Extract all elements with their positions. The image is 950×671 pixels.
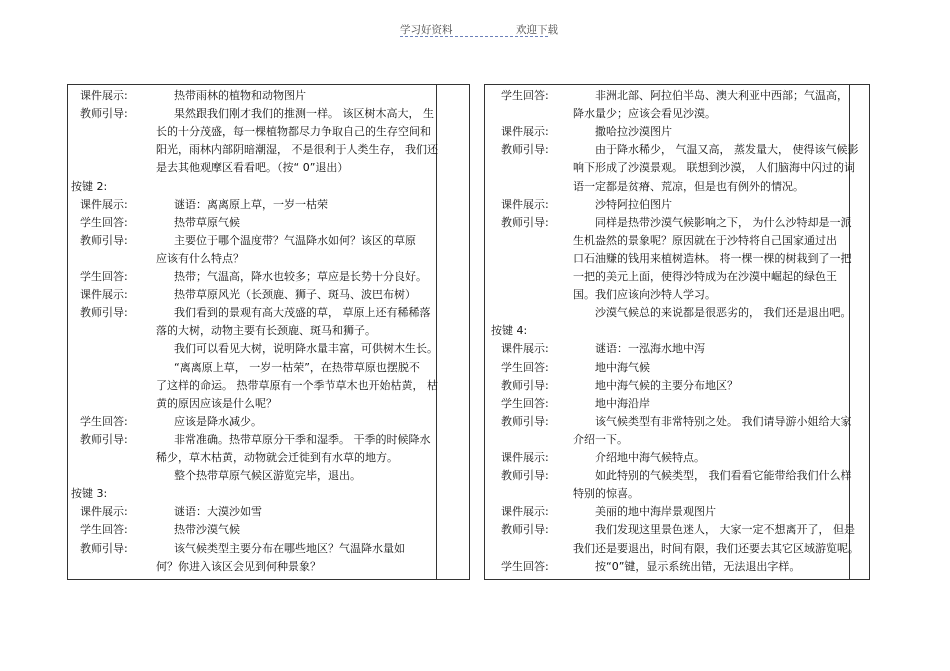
row-text: 热带雨林的植物和动物图片 [174, 89, 306, 102]
row-label: 教师引导: [501, 143, 549, 157]
row-text: 生机盎然的景象呢？原因就在于沙特将自己国家通过出 [573, 233, 837, 247]
row-label: 课件展示: [501, 451, 549, 464]
row-text: 国。我们应该向沙特人学习。 [573, 288, 716, 302]
row-label: 学生回答: [80, 414, 128, 428]
row-text: 热带沙漠气候 [174, 523, 240, 537]
section-key-heading: 按键 3: [71, 487, 108, 501]
row-text: 地中海沿岸 [595, 396, 650, 410]
row-label: 学生回答: [80, 270, 128, 283]
page-header [0, 22, 950, 42]
row-text: 果然跟我们刚才我们的推测一样。 该区树木高大， 生 [174, 107, 434, 121]
row-text: 响下形成了沙漠景观。 联想到沙漠， 人们脑海中闪过的词 [573, 161, 855, 175]
row-text: 热带草原气候 [174, 215, 240, 229]
row-text: 口石油赚的钱用来植树造林。 将一棵一棵的树栽到了一把 [573, 251, 852, 265]
row-text: 长的十分茂盛，每一棵植物都尽力争取自己的生存空间和 [156, 125, 431, 139]
row-text: 撒哈拉沙漠图片 [595, 125, 672, 139]
row-text: 按“0”键，显示系统出错，无法退出字样。 [595, 559, 801, 573]
row-text: 该气候类型主要分布在哪些地区？气温降水量如 [174, 541, 405, 555]
row-text: 我们看到的景观有高大茂盛的草， 草原上还有稀稀落 [174, 306, 431, 320]
row-text: 沙漠气候总的来说都是很恶劣的， 我们还是退出吧。 [595, 306, 852, 320]
row-label: 教师引导: [501, 215, 549, 229]
row-label: 教师引导: [501, 469, 549, 483]
row-label: 教师引导: [501, 378, 549, 392]
row-label: 课件展示: [80, 89, 128, 102]
row-label: 学生回答: [501, 89, 549, 102]
row-text: 稀少，草木枯黄，动物就会迁徙到有水草的地方。 [156, 451, 398, 464]
row-text: 何？你进入该区会见到何种景象？ [156, 559, 321, 573]
row-text: 主要位于哪个温度带？气温降水如何？该区的草原 [174, 233, 416, 247]
row-text: 地中海气候的主要分布地区？ [595, 378, 738, 392]
row-text: 热带草原风光（长颈鹿、狮子、斑马、波巴布树） [174, 288, 416, 302]
row-text: “离离原上草， 一岁一枯荣”，在热带草原也摆脱不 [174, 360, 420, 374]
row-label: 学生回答: [80, 523, 128, 537]
row-text: 应该有什么特点？ [156, 251, 244, 265]
row-text: 阳光，雨林内部阴暗潮湿， 不是很利于人类生存， 我们还 [156, 143, 438, 157]
row-text: 我们可以看见大树，说明降水量丰富，可供树木生长。 [174, 342, 438, 356]
row-text: 美丽的地中海岸景观图片 [595, 505, 716, 519]
row-text: 沙特阿拉伯图片 [595, 197, 672, 211]
row-text: 谜语：一泓海水地中泻 [595, 342, 705, 356]
row-text: 谜语：离离原上草，一岁一枯荣 [174, 197, 328, 211]
row-label: 教师引导: [80, 233, 128, 247]
row-text: 落的大树，动物主要有长颈鹿、斑马和狮子。 [156, 324, 376, 338]
section-key-heading: 按键 2: [71, 179, 108, 193]
row-label: 教师引导: [80, 541, 128, 555]
row-text: 特别的惊喜。 [573, 487, 639, 501]
row-label: 课件展示: [80, 288, 128, 302]
right-lesson-table [484, 84, 870, 580]
row-text: 由于降水稀少， 气温又高， 蒸发量大， 使得该气候影 [595, 143, 859, 157]
row-text: 降水量少；应该会看见沙漠。 [573, 107, 716, 121]
row-label: 课件展示: [80, 505, 128, 519]
row-text: 地中海气候 [595, 360, 650, 374]
row-label: 教师引导: [80, 107, 128, 121]
row-text: 非常准确。热带草原分干季和湿季。 干季的时候降水 [174, 432, 431, 446]
row-label: 学生回答: [501, 559, 549, 573]
row-text: 一把的美元上面，使得沙特成为在沙漠中崛起的绿色王 [573, 270, 837, 283]
row-label: 课件展示: [501, 125, 549, 139]
row-text: 应该是降水减少。 [174, 414, 262, 428]
row-label: 学生回答: [501, 396, 549, 410]
header-underline [400, 36, 548, 37]
row-text: 非洲北部、阿拉伯半岛、澳大利亚中西部；气温高， [595, 89, 848, 102]
row-text: 谜语：大漠沙如雪 [174, 505, 262, 519]
header-left-text: 学习好资料 [400, 24, 453, 36]
row-text: 我们发现这里景色迷人， 大家一定不想离开了， 但是 [595, 523, 855, 537]
row-text: 语一定都是贫瘠、荒凉，但是也有例外的情况。 [573, 179, 804, 193]
row-text: 整个热带草原气候区游览完毕，退出。 [174, 469, 361, 483]
row-text: 介绍一下。 [573, 432, 628, 446]
row-label: 课件展示: [501, 505, 549, 519]
row-text: 如此特别的气候类型， 我们看看它能带给我们什么样 [595, 469, 852, 483]
row-text: 我们还是要退出，时间有限，我们还要去其它区域游览呢。 [573, 541, 859, 555]
left-lesson-table [67, 84, 470, 580]
row-text: 热带；气温高，降水也较多；草应是长势十分良好。 [174, 270, 427, 283]
header-right-text: 欢迎下载 [516, 24, 558, 36]
row-text: 是去其他观摩区看看吧。（按“ 0”退出） [156, 161, 349, 175]
row-label: 教师引导: [80, 432, 128, 446]
row-label: 课件展示: [501, 197, 549, 211]
row-text: 介绍地中海气候特点。 [595, 451, 705, 464]
row-text: 同样是热带沙漠气候影响之下， 为什么沙特却是一派 [595, 215, 852, 229]
row-label: 教师引导: [501, 414, 549, 428]
row-text: 黄的原因应该是什么呢？ [156, 396, 277, 410]
row-label: 学生回答: [501, 360, 549, 374]
row-text: 了这样的命运。 热带草原有一个季节草木也开始枯黄， 枯 [156, 378, 438, 392]
section-key-heading: 按键 4: [491, 324, 528, 338]
row-text: 该气候类型有非常特别之处。 我们请导游小姐给大家 [595, 414, 852, 428]
row-label: 课件展示: [501, 342, 549, 356]
row-label: 课件展示: [80, 197, 128, 211]
row-label: 教师引导: [501, 523, 549, 537]
row-label: 学生回答: [80, 215, 128, 229]
row-label: 教师引导: [80, 306, 128, 320]
